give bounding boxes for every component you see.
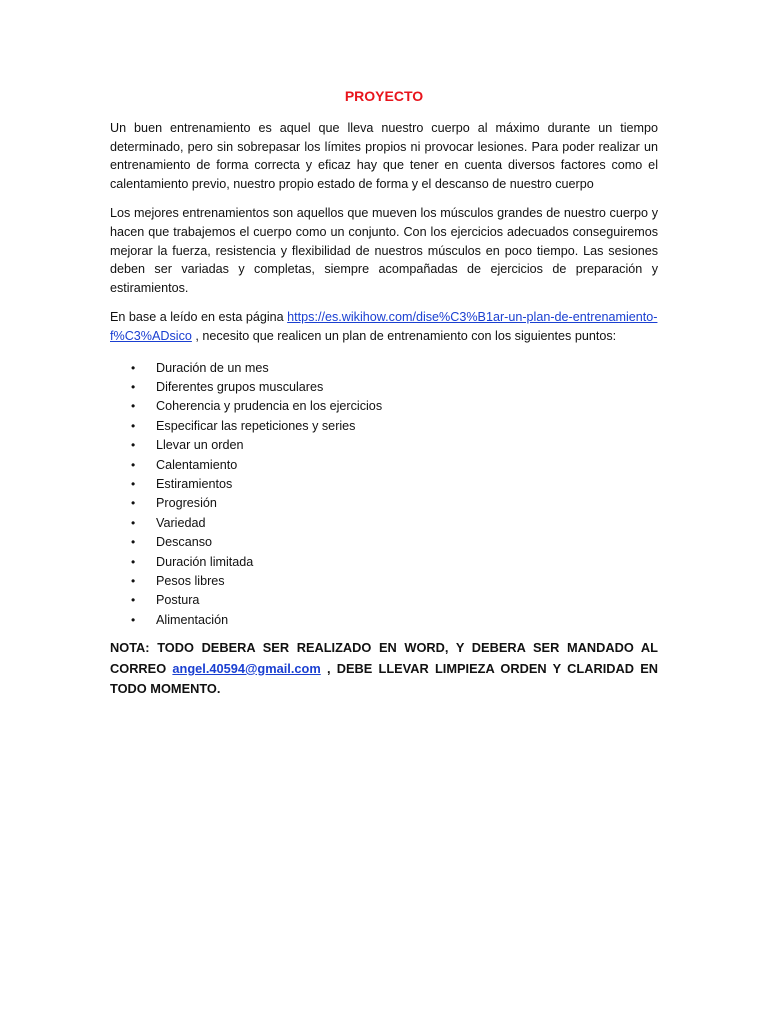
- bullet-icon: •: [131, 457, 136, 472]
- list-item: [110, 494, 658, 513]
- intro-paragraph: Un buen entrenamiento es aquel que lleva nuestro cuerpo al máximo durante un tiempo determinado, pero sin sobrepasar los límites propios ni provocar lesiones. Para poder realizar un entrenamiento de forma correcta y eficaz hay que tener en cuenta diversos factores como el calentamiento previo, nuestro propio estado de forma y el descanso de nuestro cuerpo: [110, 121, 658, 191]
- bullet-icon: •: [131, 535, 136, 550]
- list-item-text: Llevar un orden: [156, 438, 244, 453]
- list-item: [110, 359, 658, 378]
- list-item-text: Especificar las repeticiones y series: [156, 418, 356, 433]
- list-item: [110, 572, 658, 591]
- note-text-end: , DEBE LLEVAR LIMPIEZA ORDEN Y CLARIDAD EN TODO MOMENTO.: [110, 660, 658, 697]
- list-item-text: Descanso: [156, 535, 213, 550]
- list-item: [110, 514, 658, 533]
- list-item-text: Postura: [156, 593, 200, 608]
- bullet-icon: •: [131, 593, 136, 608]
- page-title: PROYECTO: [344, 88, 424, 104]
- list-item-text: Duración de un mes: [156, 360, 269, 375]
- list-item-text: Progresión: [156, 496, 217, 511]
- list-item: [110, 533, 658, 552]
- email-link[interactable]: angel.40594@gmail.com: [172, 660, 321, 676]
- list-item: [110, 475, 658, 494]
- bullet-icon: •: [131, 418, 136, 433]
- requirements-list: [110, 359, 658, 631]
- bullet-icon: •: [131, 612, 136, 627]
- bullet-icon: •: [131, 496, 136, 511]
- list-item: [110, 436, 658, 455]
- list-item-text: Duración limitada: [156, 554, 254, 569]
- instructions-text-end: , necesito que realicen un plan de entrenamiento con los siguientes puntos:: [191, 328, 617, 343]
- list-item-text: Estiramientos: [156, 476, 233, 491]
- list-item: [110, 397, 658, 416]
- list-item: [110, 611, 658, 630]
- list-item: [110, 553, 658, 572]
- bullet-icon: •: [131, 554, 136, 569]
- wikihow-link[interactable]: https://es.wikihow.com/dise%C3%B1ar-un-plan-de-entrenamiento-f%C3%ADsico: [110, 310, 658, 343]
- list-item: [110, 378, 658, 397]
- list-item-text: Diferentes grupos musculares: [156, 379, 324, 394]
- instructions-text-start: En base a leído en esta página: [110, 310, 288, 325]
- list-item-text: Coherencia y prudencia en los ejercicios: [156, 399, 383, 414]
- instructions-paragraph: [110, 308, 658, 345]
- document-page: [110, 86, 658, 711]
- list-item: [110, 591, 658, 610]
- list-item-text: Alimentación: [156, 612, 229, 627]
- bullet-icon: •: [131, 399, 136, 414]
- list-item: [110, 456, 658, 475]
- list-item-text: Variedad: [156, 515, 206, 530]
- list-item: [110, 417, 658, 436]
- bullet-icon: •: [131, 515, 136, 530]
- bullet-icon: •: [131, 360, 136, 375]
- list-item-text: Calentamiento: [156, 457, 238, 472]
- note-paragraph: [110, 638, 658, 700]
- bullet-icon: •: [131, 574, 136, 588]
- workouts-paragraph: Los mejores entrenamientos son aquellos que mueven los músculos grandes de nuestro cuerpo y hacen que trabajemos el cuerpo como un conjunto. Con los ejercicios adecuados conseguiremos mejorar la fuerza, resistencia y flexibilidad de nuestros músculos en poco tiempo. Las sesiones deben ser variadas y completas, siempre acompañadas de ejercicios de preparación y estiramientos.: [110, 206, 658, 295]
- bullet-icon: •: [131, 379, 136, 394]
- list-item-text: Pesos libres: [156, 574, 225, 588]
- bullet-icon: •: [131, 438, 136, 453]
- bullet-icon: •: [131, 476, 136, 491]
- note-text-start: NOTA: TODO DEBERA SER REALIZADO EN WORD, Y DEBERA SER MANDADO AL CORREO: [110, 640, 658, 676]
